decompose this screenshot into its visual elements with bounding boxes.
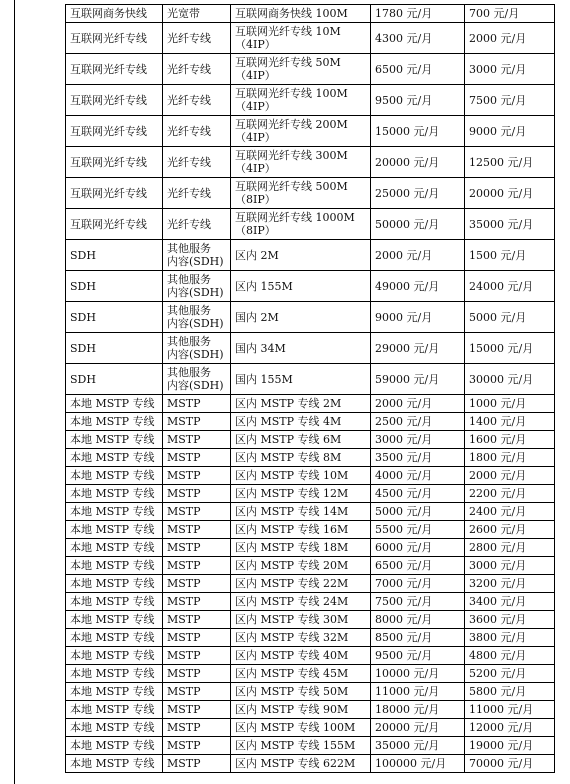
product-name-cell: 区内 MSTP 专线 18M — [231, 539, 371, 557]
product-type-cell: 光纤专线 — [163, 85, 231, 116]
table-row — [66, 611, 555, 629]
product-type-cell: MSTP — [163, 665, 231, 683]
service-category-cell: SDH — [66, 333, 163, 364]
table-row — [66, 503, 555, 521]
list-price-cell: 100000 元/月 — [371, 755, 465, 773]
list-price-cell: 9500 元/月 — [371, 647, 465, 665]
product-name-cell: 区内 155M — [231, 271, 371, 302]
table-row — [66, 557, 555, 575]
list-price-cell: 35000 元/月 — [371, 737, 465, 755]
service-category-cell: 互联网商务快线 — [66, 5, 163, 23]
table-row — [66, 240, 555, 271]
discount-price-cell: 5000 元/月 — [465, 302, 555, 333]
discount-price-cell: 700 元/月 — [465, 5, 555, 23]
list-price-cell: 5500 元/月 — [371, 521, 465, 539]
product-type-cell: MSTP — [163, 647, 231, 665]
table-row — [66, 665, 555, 683]
service-category-cell: 本地 MSTP 专线 — [66, 485, 163, 503]
table-row — [66, 629, 555, 647]
discount-price-cell: 12500 元/月 — [465, 147, 555, 178]
list-price-cell: 20000 元/月 — [371, 719, 465, 737]
discount-price-cell: 3800 元/月 — [465, 629, 555, 647]
list-price-cell: 4000 元/月 — [371, 467, 465, 485]
tariff-table — [65, 4, 555, 773]
product-type-cell: MSTP — [163, 395, 231, 413]
table-row — [66, 116, 555, 147]
product-type-cell: MSTP — [163, 719, 231, 737]
list-price-cell: 50000 元/月 — [371, 209, 465, 240]
discount-price-cell: 35000 元/月 — [465, 209, 555, 240]
table-row — [66, 147, 555, 178]
product-type-cell: MSTP — [163, 485, 231, 503]
service-category-cell: 本地 MSTP 专线 — [66, 683, 163, 701]
discount-price-cell: 15000 元/月 — [465, 333, 555, 364]
product-type-cell: MSTP — [163, 575, 231, 593]
table-row — [66, 85, 555, 116]
service-category-cell: 本地 MSTP 专线 — [66, 413, 163, 431]
service-category-cell: 互联网光纤专线 — [66, 178, 163, 209]
product-name-cell: 区内 MSTP 专线 22M — [231, 575, 371, 593]
list-price-cell: 2000 元/月 — [371, 240, 465, 271]
list-price-cell: 8500 元/月 — [371, 629, 465, 647]
product-name-cell: 互联网光纤专线 100M （4IP） — [231, 85, 371, 116]
table-row — [66, 449, 555, 467]
service-category-cell: 本地 MSTP 专线 — [66, 629, 163, 647]
product-type-cell: 其他服务 内容(SDH) — [163, 364, 231, 395]
discount-price-cell: 20000 元/月 — [465, 178, 555, 209]
service-category-cell: 互联网光纤专线 — [66, 147, 163, 178]
discount-price-cell: 24000 元/月 — [465, 271, 555, 302]
service-category-cell: 本地 MSTP 专线 — [66, 467, 163, 485]
discount-price-cell: 4800 元/月 — [465, 647, 555, 665]
discount-price-cell: 2800 元/月 — [465, 539, 555, 557]
discount-price-cell: 1400 元/月 — [465, 413, 555, 431]
product-type-cell: 光宽带 — [163, 5, 231, 23]
product-name-cell: 区内 MSTP 专线 12M — [231, 485, 371, 503]
discount-price-cell: 3200 元/月 — [465, 575, 555, 593]
tariff-table-body — [66, 5, 555, 773]
list-price-cell: 18000 元/月 — [371, 701, 465, 719]
discount-price-cell: 2000 元/月 — [465, 23, 555, 54]
service-category-cell: 本地 MSTP 专线 — [66, 665, 163, 683]
service-category-cell: SDH — [66, 364, 163, 395]
table-row — [66, 271, 555, 302]
product-type-cell: MSTP — [163, 449, 231, 467]
list-price-cell: 2500 元/月 — [371, 413, 465, 431]
discount-price-cell: 12000 元/月 — [465, 719, 555, 737]
product-name-cell: 区内 MSTP 专线 40M — [231, 647, 371, 665]
list-price-cell: 8000 元/月 — [371, 611, 465, 629]
product-name-cell: 国内 155M — [231, 364, 371, 395]
product-type-cell: MSTP — [163, 737, 231, 755]
service-category-cell: 互联网光纤专线 — [66, 209, 163, 240]
list-price-cell: 10000 元/月 — [371, 665, 465, 683]
list-price-cell: 9500 元/月 — [371, 85, 465, 116]
discount-price-cell: 5800 元/月 — [465, 683, 555, 701]
list-price-cell: 11000 元/月 — [371, 683, 465, 701]
table-row — [66, 647, 555, 665]
product-name-cell: 区内 MSTP 专线 155M — [231, 737, 371, 755]
product-name-cell: 区内 MSTP 专线 45M — [231, 665, 371, 683]
table-row — [66, 737, 555, 755]
discount-price-cell: 3400 元/月 — [465, 593, 555, 611]
discount-price-cell: 11000 元/月 — [465, 701, 555, 719]
product-type-cell: 光纤专线 — [163, 116, 231, 147]
service-category-cell: 本地 MSTP 专线 — [66, 449, 163, 467]
product-type-cell: 光纤专线 — [163, 178, 231, 209]
product-type-cell: 光纤专线 — [163, 23, 231, 54]
product-type-cell: 其他服务 内容(SDH) — [163, 240, 231, 271]
table-row — [66, 178, 555, 209]
product-name-cell: 互联网光纤专线 10M （4IP） — [231, 23, 371, 54]
product-type-cell: MSTP — [163, 413, 231, 431]
product-type-cell: MSTP — [163, 539, 231, 557]
discount-price-cell: 30000 元/月 — [465, 364, 555, 395]
discount-price-cell: 9000 元/月 — [465, 116, 555, 147]
product-name-cell: 区内 MSTP 专线 622M — [231, 755, 371, 773]
product-name-cell: 区内 MSTP 专线 10M — [231, 467, 371, 485]
product-type-cell: 光纤专线 — [163, 209, 231, 240]
discount-price-cell: 1500 元/月 — [465, 240, 555, 271]
product-name-cell: 区内 MSTP 专线 90M — [231, 701, 371, 719]
service-category-cell: 互联网光纤专线 — [66, 54, 163, 85]
table-row — [66, 701, 555, 719]
list-price-cell: 4500 元/月 — [371, 485, 465, 503]
service-category-cell: 本地 MSTP 专线 — [66, 611, 163, 629]
discount-price-cell: 2400 元/月 — [465, 503, 555, 521]
service-category-cell: 本地 MSTP 专线 — [66, 521, 163, 539]
table-row — [66, 413, 555, 431]
list-price-cell: 1780 元/月 — [371, 5, 465, 23]
service-category-cell: SDH — [66, 302, 163, 333]
product-name-cell: 互联网光纤专线 1000M （8IP） — [231, 209, 371, 240]
product-type-cell: 光纤专线 — [163, 54, 231, 85]
product-name-cell: 互联网商务快线 100M — [231, 5, 371, 23]
list-price-cell: 6000 元/月 — [371, 539, 465, 557]
product-name-cell: 区内 MSTP 专线 32M — [231, 629, 371, 647]
list-price-cell: 6500 元/月 — [371, 54, 465, 85]
discount-price-cell: 70000 元/月 — [465, 755, 555, 773]
product-type-cell: MSTP — [163, 683, 231, 701]
list-price-cell: 4300 元/月 — [371, 23, 465, 54]
product-name-cell: 国内 34M — [231, 333, 371, 364]
product-type-cell: MSTP — [163, 593, 231, 611]
product-name-cell: 区内 MSTP 专线 16M — [231, 521, 371, 539]
table-row — [66, 755, 555, 773]
list-price-cell: 25000 元/月 — [371, 178, 465, 209]
table-row — [66, 23, 555, 54]
product-type-cell: 其他服务 内容(SDH) — [163, 302, 231, 333]
list-price-cell: 6500 元/月 — [371, 557, 465, 575]
table-row — [66, 431, 555, 449]
product-name-cell: 区内 MSTP 专线 24M — [231, 593, 371, 611]
product-name-cell: 区内 MSTP 专线 50M — [231, 683, 371, 701]
product-type-cell: MSTP — [163, 467, 231, 485]
product-type-cell: MSTP — [163, 521, 231, 539]
discount-price-cell: 3000 元/月 — [465, 557, 555, 575]
product-type-cell: MSTP — [163, 755, 231, 773]
list-price-cell: 29000 元/月 — [371, 333, 465, 364]
table-row — [66, 54, 555, 85]
product-name-cell: 区内 MSTP 专线 6M — [231, 431, 371, 449]
product-name-cell: 区内 MSTP 专线 4M — [231, 413, 371, 431]
list-price-cell: 59000 元/月 — [371, 364, 465, 395]
table-row — [66, 209, 555, 240]
service-category-cell: SDH — [66, 240, 163, 271]
list-price-cell: 49000 元/月 — [371, 271, 465, 302]
product-name-cell: 互联网光纤专线 200M （4IP） — [231, 116, 371, 147]
product-type-cell: MSTP — [163, 701, 231, 719]
discount-price-cell: 1000 元/月 — [465, 395, 555, 413]
product-type-cell: MSTP — [163, 557, 231, 575]
table-row — [66, 5, 555, 23]
table-row — [66, 333, 555, 364]
list-price-cell: 15000 元/月 — [371, 116, 465, 147]
discount-price-cell: 1600 元/月 — [465, 431, 555, 449]
product-name-cell: 区内 MSTP 专线 14M — [231, 503, 371, 521]
discount-price-cell: 3000 元/月 — [465, 54, 555, 85]
table-row — [66, 593, 555, 611]
product-type-cell: 其他服务 内容(SDH) — [163, 271, 231, 302]
service-category-cell: 本地 MSTP 专线 — [66, 755, 163, 773]
discount-price-cell: 2000 元/月 — [465, 467, 555, 485]
service-category-cell: 互联网光纤专线 — [66, 85, 163, 116]
service-category-cell: 本地 MSTP 专线 — [66, 503, 163, 521]
product-type-cell: MSTP — [163, 629, 231, 647]
discount-price-cell: 3600 元/月 — [465, 611, 555, 629]
service-category-cell: 互联网光纤专线 — [66, 116, 163, 147]
service-category-cell: 本地 MSTP 专线 — [66, 647, 163, 665]
service-category-cell: 本地 MSTP 专线 — [66, 575, 163, 593]
product-name-cell: 区内 MSTP 专线 20M — [231, 557, 371, 575]
service-category-cell: 本地 MSTP 专线 — [66, 431, 163, 449]
discount-price-cell: 5200 元/月 — [465, 665, 555, 683]
table-row — [66, 302, 555, 333]
list-price-cell: 2000 元/月 — [371, 395, 465, 413]
table-row — [66, 364, 555, 395]
product-name-cell: 区内 MSTP 专线 100M — [231, 719, 371, 737]
list-price-cell: 7500 元/月 — [371, 593, 465, 611]
product-type-cell: MSTP — [163, 611, 231, 629]
discount-price-cell: 1800 元/月 — [465, 449, 555, 467]
table-row — [66, 683, 555, 701]
product-type-cell: MSTP — [163, 503, 231, 521]
product-name-cell: 区内 2M — [231, 240, 371, 271]
table-row — [66, 521, 555, 539]
list-price-cell: 3500 元/月 — [371, 449, 465, 467]
left-margin-rule — [14, 0, 15, 784]
table-row — [66, 539, 555, 557]
discount-price-cell: 2200 元/月 — [465, 485, 555, 503]
service-category-cell: 本地 MSTP 专线 — [66, 539, 163, 557]
list-price-cell: 7000 元/月 — [371, 575, 465, 593]
product-name-cell: 区内 MSTP 专线 8M — [231, 449, 371, 467]
table-row — [66, 467, 555, 485]
list-price-cell: 20000 元/月 — [371, 147, 465, 178]
table-row — [66, 719, 555, 737]
list-price-cell: 9000 元/月 — [371, 302, 465, 333]
table-row — [66, 395, 555, 413]
service-category-cell: 本地 MSTP 专线 — [66, 557, 163, 575]
discount-price-cell: 2600 元/月 — [465, 521, 555, 539]
service-category-cell: 本地 MSTP 专线 — [66, 719, 163, 737]
service-category-cell: 本地 MSTP 专线 — [66, 737, 163, 755]
table-row — [66, 485, 555, 503]
list-price-cell: 3000 元/月 — [371, 431, 465, 449]
discount-price-cell: 19000 元/月 — [465, 737, 555, 755]
product-name-cell: 区内 MSTP 专线 30M — [231, 611, 371, 629]
product-name-cell: 互联网光纤专线 300M （4IP） — [231, 147, 371, 178]
product-name-cell: 互联网光纤专线 50M （4IP） — [231, 54, 371, 85]
discount-price-cell: 7500 元/月 — [465, 85, 555, 116]
product-name-cell: 互联网光纤专线 500M （8IP） — [231, 178, 371, 209]
table-row — [66, 575, 555, 593]
service-category-cell: 互联网光纤专线 — [66, 23, 163, 54]
service-category-cell: 本地 MSTP 专线 — [66, 395, 163, 413]
product-name-cell: 区内 MSTP 专线 2M — [231, 395, 371, 413]
product-type-cell: 光纤专线 — [163, 147, 231, 178]
product-type-cell: MSTP — [163, 431, 231, 449]
service-category-cell: 本地 MSTP 专线 — [66, 593, 163, 611]
product-type-cell: 其他服务 内容(SDH) — [163, 333, 231, 364]
service-category-cell: SDH — [66, 271, 163, 302]
list-price-cell: 5000 元/月 — [371, 503, 465, 521]
service-category-cell: 本地 MSTP 专线 — [66, 701, 163, 719]
product-name-cell: 国内 2M — [231, 302, 371, 333]
